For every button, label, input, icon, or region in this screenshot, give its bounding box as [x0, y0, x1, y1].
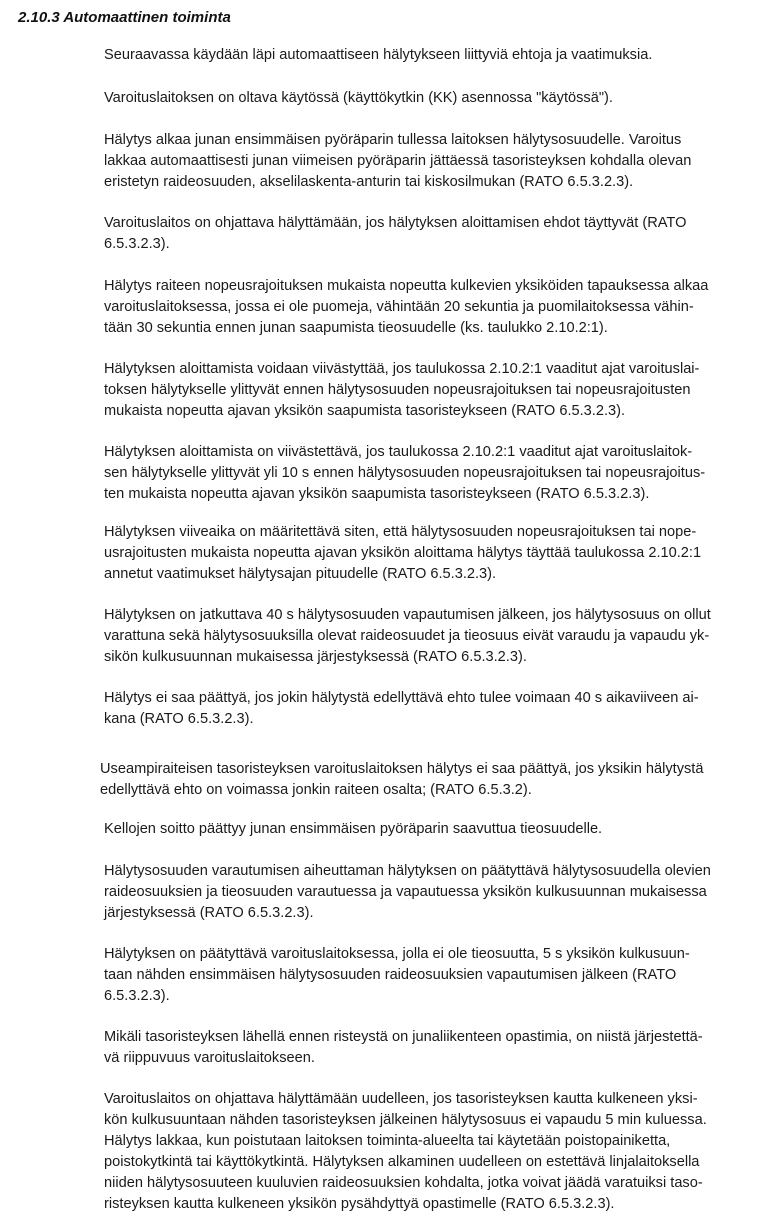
text-line: eristetyn raideosuuden, akselilaskenta-anturin tai kiskosilmukan (RATO 6.5.3.2.3). [104, 174, 634, 190]
text-line: edellyttävä ehto on voimassa jonkin raiteen osalta; (RATO 6.5.3.2). [100, 782, 532, 798]
text-line: kana (RATO 6.5.3.2.3). [104, 711, 254, 727]
text-line: Hälytyksen on jatkuttava 40 s hälytysosuuden vapautumisen jälkeen, jos hälytysosuus on ollut [104, 607, 711, 623]
text-line: Varoituslaitos on ohjattava hälyttämään, jos hälytyksen aloittamisen ehdot täyttyvät (RATO [104, 215, 687, 231]
text-line: Hälytys lakkaa, kun poistutaan laitoksen toiminta-alueelta tai käytetään poistopainiketta, [104, 1133, 671, 1149]
text-line: poistokytkintä tai käyttökytkintä. Hälytyksen alkaminen uudelleen on estettävä linjalaitoksella [104, 1154, 700, 1170]
paragraph-opastimet [104, 1027, 703, 1069]
text-line: sen hälytykselle ylittyvät yli 10 s ennen hälytysosuuden nopeusrajoituksen tai nopeusrajoitus- [104, 465, 706, 481]
text-line: tään 30 sekuntia ennen junan saapumista tieosuudelle (ks. taulukko 2.10.2:1). [104, 320, 608, 336]
text-line: Hälytys alkaa junan ensimmäisen pyöräparin tullessa laitoksen hälytysosuudelle. Varoitus [104, 132, 682, 148]
text-line: 6.5.3.2.3). [104, 236, 170, 252]
text-line: järjestyksessä (RATO 6.5.3.2.3). [104, 905, 314, 921]
paragraph-halytys-alkaa [104, 130, 691, 193]
paragraph-jatkuttava [104, 605, 711, 668]
paragraph-nopeusrajoitus [104, 276, 708, 339]
paragraph-kellojen-soitto [104, 819, 602, 840]
text-line: taan nähden ensimmäisen hälytysosuuden raideosuuksien vapautumisen jälkeen (RATO [104, 967, 677, 983]
text-line: Hälytyksen aloittamista voidaan viivästyttää, jos taulukossa 2.10.2:1 vaaditut ajat varoituslai- [104, 361, 700, 377]
text-line: 6.5.3.2.3). [104, 988, 170, 1004]
text-line: Hälytys raiteen nopeusrajoituksen mukaista nopeutta kulkevien yksiköiden tapauksessa alkaa [104, 278, 709, 294]
text-line: sikön kulkusuunnan mukaisessa järjestyksessä (RATO 6.5.3.2.3). [104, 649, 527, 665]
text-line: Hälytyksen on päätyttävä varoituslaitoksessa, jolla ei ole tieosuutta, 5 s yksikön kulkusuun- [104, 946, 690, 962]
text-line: niiden hälytysosuuteen kuuluvien raideosuuksien kohdalta, jotka voivat jäädä varatuiksi taso- [104, 1175, 703, 1191]
text-line: Kellojen soitto päättyy junan ensimmäisen pyöräparin saavuttua tieosuudelle. [104, 821, 603, 837]
text-line: Mikäli tasoristeyksen lähellä ennen risteystä on junaliikenteen opastimia, on niistä järjestettä- [104, 1029, 703, 1045]
text-line: lakkaa automaattisesti junan viimeisen pyöräparin jättäessä tasoristeyksen kohdalla olevan [104, 153, 692, 169]
text-line: kön kulkusuuntaan nähden tasoristeyksen jälkeinen hälytysosuus ei vapaudu 5 min kuluessa. [104, 1112, 707, 1128]
text-line: Varoituslaitoksen on oltava käytössä (käyttökytkin (KK) asennossa "käytössä"). [104, 90, 613, 106]
text-line: raideosuuksien ja tieosuuden varautuessa ja vapautuessa yksikön kulkusuunnan mukaisessa [104, 884, 707, 900]
text-line: Hälytys ei saa päättyä, jos jokin hälytystä edellyttävä ehto tulee voimaan 40 s aikaviiveen ai- [104, 690, 699, 706]
text-line: ten mukaista nopeutta ajavan yksikön saapumista tasoristeykseen (RATO 6.5.3.2.3). [104, 486, 650, 502]
text-line: varattuna sekä hälytysosuuksilla olevat raideosuudet ja tieosuus eivät varaudu ja vapaudu yk- [104, 628, 710, 644]
text-line: Useampiraiteisen tasoristeyksen varoituslaitoksen hälytys ei saa päättyä, jos yksikin hälytystä [100, 761, 704, 777]
paragraph-intro [104, 45, 652, 66]
text-line: usrajoitusten mukaista nopeutta ajavan yksikön aloittama hälytys täyttää taulukossa 2.10.2:1 [104, 545, 702, 561]
paragraph-ohjattava [104, 213, 686, 255]
paragraph-uudelleen [104, 1089, 707, 1215]
text-line: annetut vaatimukset hälytysajan pituudelle (RATO 6.5.3.2.3). [104, 566, 497, 582]
paragraph-viivastyttaa [104, 359, 699, 422]
paragraph-viivastettava [104, 442, 705, 505]
text-line: toksen hälytykselle ylittyvät ennen hälytysosuuden nopeusrajoituksen tai nopeusrajoitusten [104, 382, 691, 398]
text-line: Hälytyksen viiveaika on määritettävä siten, että hälytysosuuden nopeusrajoituksen tai nope- [104, 524, 697, 540]
paragraph-useampiraiteinen [100, 759, 703, 801]
paragraph-kaytossa [104, 88, 613, 109]
paragraph-paatyttava [104, 944, 690, 1007]
text-line: Seuraavassa käydään läpi automaattiseen hälytykseen liittyviä ehtoja ja vaatimuksia. [104, 47, 653, 63]
paragraph-viiveaika [104, 522, 701, 585]
text-line: risteyksen kautta kulkeneen yksikön pysähdyttyä opastimelle (RATO 6.5.3.2.3). [104, 1196, 615, 1212]
section-heading: 2.10.3 Automaattinen toiminta [18, 9, 231, 26]
text-line: varoituslaitoksessa, jossa ei ole puomeja, vähintään 20 sekuntia ja puomilaitoksessa vähin- [104, 299, 694, 315]
paragraph-varautuminen [104, 861, 711, 924]
text-line: Varoituslaitos on ohjattava hälyttämään uudelleen, jos tasoristeyksen kautta kulkeneen yksi- [104, 1091, 698, 1107]
text-line: Hälytysosuuden varautumisen aiheuttaman hälytyksen on päätyttävä hälytysosuudella olevien [104, 863, 711, 879]
text-line: mukaista nopeutta ajavan yksikön saapumista tasoristeykseen (RATO 6.5.3.2.3). [104, 403, 626, 419]
text-line: Hälytyksen aloittamista on viivästettävä, jos taulukossa 2.10.2:1 vaaditut ajat varoituslaitok- [104, 444, 693, 460]
text-line: vä riippuvuus varoituslaitokseen. [104, 1050, 315, 1066]
paragraph-ei-saa-paattya [104, 688, 699, 730]
